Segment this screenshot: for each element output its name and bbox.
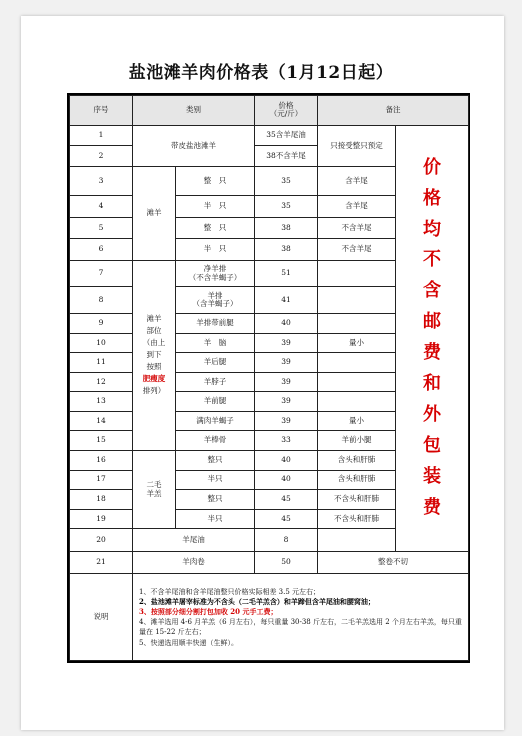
row-item: 整只 (176, 450, 255, 470)
row-no: 4 (70, 195, 133, 218)
row-remark (318, 314, 396, 334)
group-label-3-text: 滩羊 部位 （由上 到下 按照 肥瘦度 排列） (142, 314, 166, 396)
header-no: 序号 (70, 96, 133, 126)
row-no: 5 (70, 218, 133, 239)
row-no: 9 (70, 314, 133, 334)
notes-body (133, 574, 469, 661)
header-price (255, 96, 318, 126)
row-price: 39 (255, 411, 318, 431)
row-price: 45 (255, 490, 318, 510)
row-item: 净羊排 （不含羊蝎子） (176, 260, 255, 287)
header-remark: 备注 (318, 96, 469, 126)
row-no: 10 (70, 333, 133, 353)
row-remark (318, 529, 396, 552)
row-price: 40 (255, 470, 318, 490)
row-item: 羊排 （含羊蝎子） (176, 287, 255, 314)
row-item: 半只 (176, 470, 255, 490)
row-item: 羊后腿 (176, 353, 255, 373)
row-remark: 不含羊尾 (318, 239, 396, 261)
row-item: 羊尾油 (133, 529, 255, 552)
row-remark: 只接受整只预定 (318, 125, 396, 166)
row-price: 33 (255, 431, 318, 451)
table-row (70, 551, 469, 574)
row-no: 7 (70, 260, 133, 287)
row-no: 14 (70, 411, 133, 431)
row-no: 12 (70, 372, 133, 392)
row-price: 40 (255, 314, 318, 334)
row-remark (318, 372, 396, 392)
row-no: 8 (70, 287, 133, 314)
row-remark: 含头和肝肺 (318, 450, 396, 470)
side-note-text: 价 格 均 不 含 邮 费 和 外 包 装 费 (423, 156, 441, 519)
row-item: 羊棒骨 (176, 431, 255, 451)
row-no: 6 (70, 239, 133, 261)
row-no: 2 (70, 146, 133, 167)
group-label-2: 滩羊 (133, 167, 176, 261)
row-item: 满肉羊蝎子 (176, 411, 255, 431)
row-price: 41 (255, 287, 318, 314)
note-line: 1、不含羊尾油和含羊尾油整只价格实际相差 3.5 元左右； (139, 587, 321, 596)
row-no: 17 (70, 470, 133, 490)
row-item: 半 只 (176, 239, 255, 261)
row-no: 1 (70, 125, 133, 146)
row-no: 3 (70, 167, 133, 196)
row-no: 21 (70, 551, 133, 574)
row-item: 羊排带前腿 (176, 314, 255, 334)
row-price: 39 (255, 353, 318, 373)
page-title: 盐池滩羊肉价格表（1月12日起） (128, 63, 394, 83)
note-line: 2、盐池滩羊屠宰标准为不含头（二毛羊羔含）和羊蹄但含羊尾油和腰窝油； (139, 596, 375, 606)
row-remark: 整卷不切 (318, 551, 469, 574)
row-item: 羊前腿 (176, 392, 255, 412)
row-remark: 含羊尾 (318, 167, 396, 196)
row-price: 35 (255, 167, 318, 196)
row-no: 20 (70, 529, 133, 552)
row-price: 35含羊尾油 (255, 125, 318, 146)
row-remark: 含头和肝肺 (318, 470, 396, 490)
row-remark: 量小 (318, 333, 396, 353)
header-price-line1: 价格 (278, 100, 294, 110)
row-remark: 含羊尾 (318, 195, 396, 218)
row-price: 39 (255, 372, 318, 392)
row-remark: 量小 (318, 411, 396, 431)
notes-label: 说明 (70, 574, 133, 661)
row-item: 羊 脑 (176, 333, 255, 353)
row-price: 8 (255, 529, 318, 552)
row-remark: 羊前小腿 (318, 431, 396, 451)
row-price: 39 (255, 392, 318, 412)
row-no: 19 (70, 509, 133, 529)
row-item: 羊脖子 (176, 372, 255, 392)
group-label-1: 带皮盐池滩羊 (133, 125, 255, 166)
row-remark (318, 353, 396, 373)
row-remark: 不含头和肝肺 (318, 490, 396, 510)
row-remark (318, 392, 396, 412)
row-remark: 不含头和肝肺 (318, 509, 396, 529)
note-line: 3、按照部分细分割打包加收 20 元手工费； (139, 607, 278, 617)
row-item: 半 只 (176, 195, 255, 218)
row-remark (318, 260, 396, 287)
note-line: 5、快递选用顺丰快递（生鲜）。 (139, 638, 238, 647)
row-remark: 不含羊尾 (318, 218, 396, 239)
row-item: 整 只 (176, 167, 255, 196)
group-label-3 (133, 260, 176, 450)
row-price: 38 (255, 239, 318, 261)
side-note (396, 125, 469, 551)
group-label-4: 二毛 羊羔 (133, 450, 176, 528)
table-header-row (70, 96, 469, 126)
row-price: 40 (255, 450, 318, 470)
header-price-line2: （元/斤） (269, 109, 303, 119)
row-price: 38不含羊尾 (255, 146, 318, 167)
row-no: 13 (70, 392, 133, 412)
row-item: 整 只 (176, 218, 255, 239)
price-table (69, 95, 469, 661)
row-no: 18 (70, 490, 133, 510)
notes-row (70, 574, 469, 661)
header-category: 类别 (133, 96, 255, 126)
row-price: 45 (255, 509, 318, 529)
row-remark (318, 287, 396, 314)
row-no: 16 (70, 450, 133, 470)
row-no: 11 (70, 353, 133, 373)
row-price: 35 (255, 195, 318, 218)
row-item: 羊肉卷 (133, 551, 255, 574)
row-price: 51 (255, 260, 318, 287)
row-price: 38 (255, 218, 318, 239)
row-no: 15 (70, 431, 133, 451)
table-row (70, 125, 469, 146)
note-line: 4、滩羊选用 4-6 月羊羔（6 月左右），每只重量 30-38 斤左右，二毛羊羔选用 2 个月左右羊羔，每只重量在 15-22 斤左右； (139, 618, 462, 637)
row-item: 整只 (176, 490, 255, 510)
row-price: 50 (255, 551, 318, 574)
row-price: 39 (255, 333, 318, 353)
row-item: 半只 (176, 509, 255, 529)
